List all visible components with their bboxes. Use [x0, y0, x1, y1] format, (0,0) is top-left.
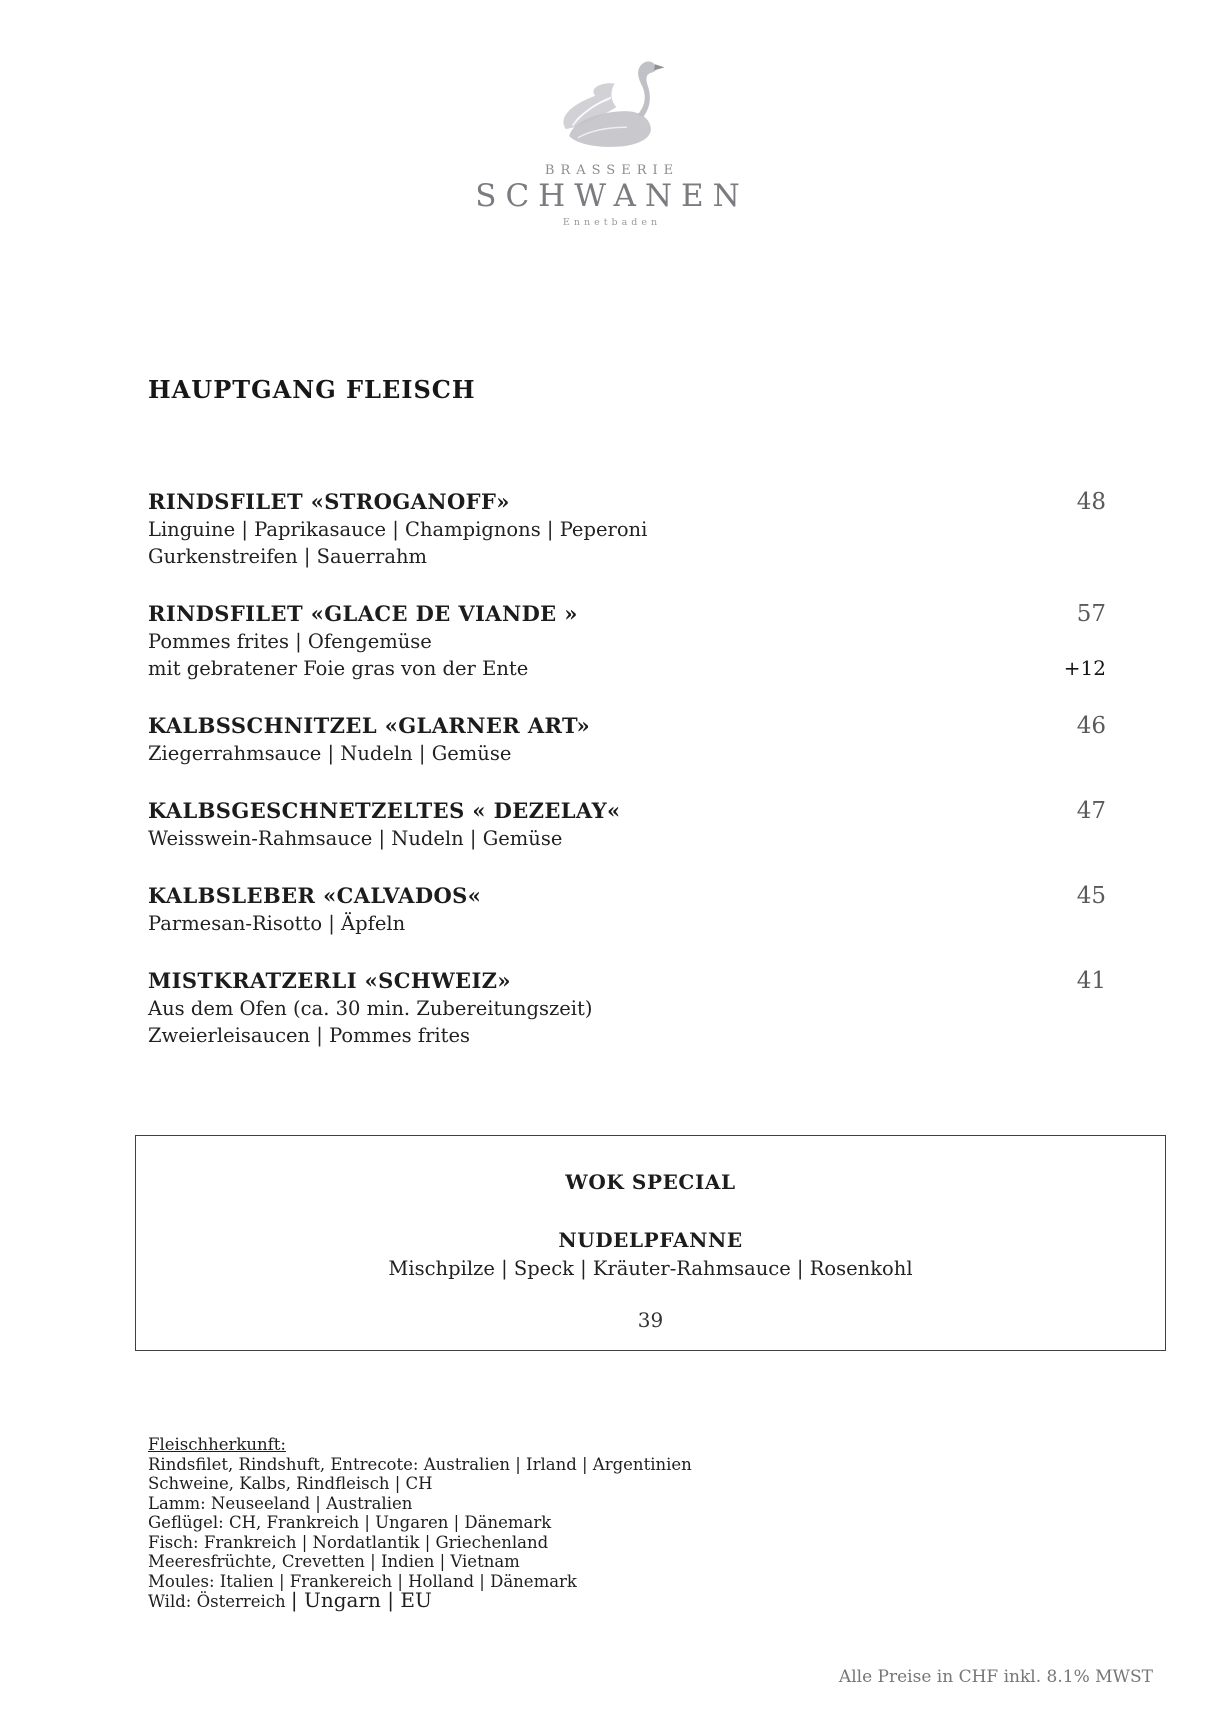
dish-title: RINDSFILET «GLACE DE VIANDE »: [148, 601, 578, 626]
origin-line: Schweine, Kalbs, Rindfleisch | CH: [148, 1474, 433, 1493]
wok-special-box: [135, 1135, 1166, 1351]
brand-schwanen: SCHWANEN: [475, 178, 749, 214]
wok-dish-price: 39: [637, 1308, 664, 1332]
dish-description: Ziegerrahmsauce | Nudeln | Gemüse: [148, 742, 512, 765]
menu-item-mistkratzerli: [148, 967, 1106, 1049]
menu-item-stroganoff: [148, 488, 1106, 570]
supplement-price: +12: [1063, 656, 1106, 680]
dish-description: Aus dem Ofen (ca. 30 min. Zubereitungszeit): [148, 997, 593, 1020]
dish-description: Parmesan-Risotto | Äpfeln: [148, 912, 406, 935]
origin-line: Meeresfrüchte, Crevetten | Indien | Vietnam: [148, 1552, 520, 1571]
item-head: [148, 882, 1106, 910]
dish-price: 57: [1076, 601, 1106, 627]
dish-description: Pommes frites | Ofengemüse: [148, 630, 432, 653]
origin-line: Geflügel: CH, Frankreich | Ungaren | Dänemark: [148, 1513, 552, 1532]
price-note: Alle Preise in CHF inkl. 8.1% MWST: [838, 1666, 1153, 1687]
menu-item-glace-de-viande: [148, 600, 1106, 682]
dish-price: 45: [1076, 883, 1106, 909]
origin-wild-prefix: Wild: Österreich: [148, 1592, 291, 1611]
brand-ennetbaden: Ennetbaden: [562, 217, 662, 228]
menu-item-calvados: [148, 882, 1106, 937]
wok-dish-title: NUDELPFANNE: [558, 1228, 743, 1252]
menu-list: [148, 488, 1106, 1049]
dish-description: mit gebratener Foie gras von der Ente: [148, 657, 529, 680]
section-title: HAUPTGANG FLEISCH: [148, 375, 476, 404]
brand-brasserie: BRASSERIE: [544, 163, 680, 178]
meat-origin-block: [148, 1435, 1224, 1612]
wok-dish-description: Mischpilze | Speck | Kräuter-Rahmsauce | Rosenkohl: [388, 1257, 913, 1280]
dish-price: 47: [1076, 798, 1106, 824]
dish-title: RINDSFILET «STROGANOFF»: [148, 489, 510, 514]
origin-line: Rindsfilet, Rindshuft, Entrecote: Australien | Irland | Argentinien: [148, 1454, 692, 1474]
dish-price: 46: [1076, 713, 1106, 739]
dish-description: Weisswein-Rahmsauce | Nudeln | Gemüse: [148, 827, 563, 850]
origin-line-wild: [148, 1588, 1224, 1612]
item-head: [148, 712, 1106, 740]
wok-special-title: WOK SPECIAL: [565, 1170, 736, 1194]
origin-line: Fisch: Frankreich | Nordatlantik | Griechenland: [148, 1532, 549, 1552]
dish-description: Zweierleisaucen | Pommes frites: [148, 1024, 471, 1047]
dish-title: KALBSGESCHNETZELTES « DEZELAY«: [148, 798, 621, 823]
dish-description: Gurkenstreifen | Sauerrahm: [148, 545, 427, 568]
dish-price: 48: [1076, 489, 1106, 515]
dish-description-with-supplement: [148, 655, 1106, 682]
item-head: [148, 797, 1106, 825]
item-head: [148, 600, 1106, 628]
item-head: [148, 488, 1106, 516]
restaurant-logo: [0, 0, 1224, 229]
menu-item-dezelay: [148, 797, 1106, 852]
dish-price: 41: [1076, 968, 1106, 994]
origin-line: Lamm: Neuseeland | Australien: [148, 1493, 413, 1513]
dish-description: Linguine | Paprikasauce | Champignons | Peperoni: [148, 518, 648, 541]
dish-title: KALBSSCHNITZEL «GLARNER ART»: [148, 713, 591, 738]
origin-line: Moules: Italien | Frankereich | Holland | Dänemark: [148, 1571, 577, 1591]
dish-title: KALBSLEBER «CALVADOS«: [148, 883, 482, 908]
origin-heading: Fleischherkunft:: [148, 1435, 286, 1454]
dish-title: MISTKRATZERLI «SCHWEIZ»: [148, 968, 511, 993]
menu-item-glarner-art: [148, 712, 1106, 767]
swan-icon: [537, 52, 687, 157]
item-head: [148, 967, 1106, 995]
origin-wild-suffix: | Ungarn | EU: [290, 1588, 432, 1612]
